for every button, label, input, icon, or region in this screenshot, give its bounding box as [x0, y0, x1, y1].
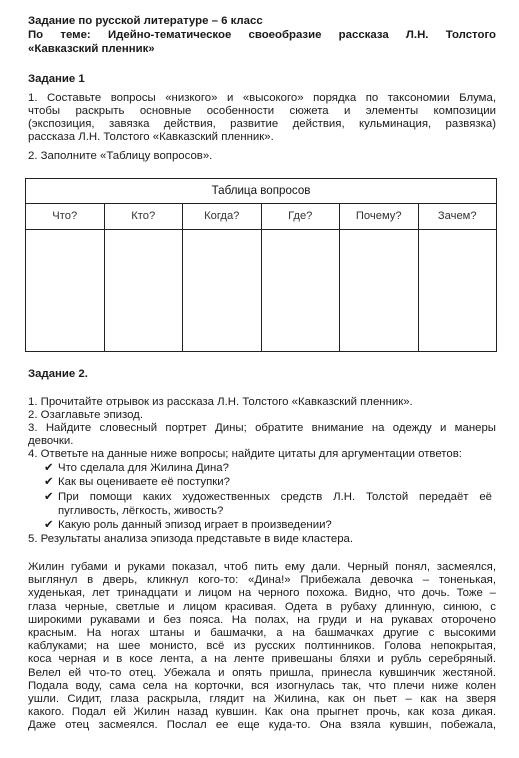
column-header: Зачем?: [418, 204, 497, 230]
answer-cell[interactable]: [26, 230, 105, 352]
task2-heading: Задание 2.: [28, 368, 88, 380]
task1-line-4: рассказа Л.Н. Толстого «Кавказский пленник».: [28, 131, 274, 143]
column-header: Где?: [261, 204, 340, 230]
excerpt-line: глаза черные, светлые и лицом красивая. Одета в рубаху длинную, синюю, с: [28, 600, 496, 613]
task1-line-2: чтобы раскрыть основные особенности сюжета и элементы композиции: [28, 105, 496, 117]
excerpt-line: Велел ей что-то отец. Убежала и опять пришла, принесла кувшинчик жестяной.: [28, 666, 496, 679]
task2-item-3-cont: девочки.: [28, 435, 74, 447]
column-header: Что?: [26, 204, 105, 230]
column-header: Когда?: [183, 204, 262, 230]
task1-heading: Задание 1: [28, 73, 85, 85]
questions-table: [25, 178, 497, 352]
checkmark-icon: ✔: [44, 519, 54, 531]
task2-item-1: 1. Прочитайте отрывок из рассказа Л.Н. Толстого «Кавказский пленник».: [28, 396, 413, 408]
excerpt-line: Подала воду, сама села на корточки, вся изогнулась так, что плечи ниже колен: [28, 679, 496, 692]
question-item: [44, 491, 496, 504]
answer-cell[interactable]: [183, 230, 262, 352]
question-item: [44, 462, 229, 475]
excerpt-line: выглянул в дверь, кликнул кого-то: «Дина!» Прибежала девочка – тоненькая,: [28, 574, 496, 587]
excerpt: [28, 561, 496, 733]
checkmark-icon: ✔: [44, 462, 54, 474]
excerpt-line: красным. На ногах штаны и башмачки, а на башмачках другие с высокими: [28, 627, 496, 640]
topic-line-1: По теме: Идейно-тематическое своеобразие рассказа Л.Н. Толстого: [28, 29, 496, 41]
answer-cell[interactable]: [418, 230, 497, 352]
question-text-cont: пугливость, лёгкость, живость?: [58, 505, 224, 517]
task2-item-3: 3. Найдите словесный портрет Дины; обратите внимание на одежду и манеры: [28, 422, 496, 434]
excerpt-line: Жилин губами и руками показал, чтоб пить ему дали. Черный понял, засмеялся,: [28, 561, 496, 573]
task2-item-4: 4. Ответьте на данные ниже вопросы; найдите цитаты для аргументации ответов:: [28, 448, 462, 460]
answer-cell[interactable]: [261, 230, 340, 352]
question-text: Что сделала для Жилина Дина?: [58, 462, 229, 474]
task1-line-3: (экспозиция, завязка действия, развитие действия, кульминация, развязка): [28, 118, 496, 130]
question-text: Какую роль данный эпизод играет в произведении?: [58, 519, 332, 531]
checkmark-icon: ✔: [44, 476, 54, 488]
column-header: Почему?: [340, 204, 419, 230]
task1-line-1: 1. Составьте вопросы «низкого» и «высокого» порядка по таксономии Блума,: [28, 92, 496, 104]
answer-cell[interactable]: [340, 230, 419, 352]
task2-item-5: 5. Результаты анализа эпизода представьте в виде кластера.: [28, 533, 354, 545]
excerpt-line: какого. Подал ей Жилин назад кувшин. Как она прыгнет прочь, как коза дикая.: [28, 706, 496, 719]
question-item: [44, 519, 332, 532]
excerpt-line: ушли. Сидит, глаза раскрыла, глядит на Жилина, как он пьет – как на зверя: [28, 693, 496, 706]
excerpt-line: каблуками; на шее монисто, всё из русских полтинников. Голова непокрытая,: [28, 640, 496, 653]
document-title: Задание по русской литературе – 6 класс: [28, 15, 263, 27]
question-item: [44, 476, 230, 489]
column-header: Кто?: [104, 204, 183, 230]
table-title: Таблица вопросов: [26, 179, 497, 204]
checkmark-icon: ✔: [44, 491, 54, 503]
task1-item-2: 2. Заполните «Таблицу вопросов».: [28, 150, 213, 162]
question-text: Как вы оцениваете её поступки?: [58, 476, 230, 488]
excerpt-line: широкими рукавами и без пояса. На полах, на груди и на рукавах оторочено: [28, 613, 496, 626]
answer-cell[interactable]: [104, 230, 183, 352]
task2-item-2: 2. Озаглавьте эпизод.: [28, 409, 143, 421]
excerpt-line: худенькая, лет тринадцати и лицом на черного похожа. Видно, что дочь. Тоже –: [28, 587, 496, 600]
question-text: При помощи каких художественных средств Л.Н. Толстой передаёт её: [58, 491, 492, 503]
excerpt-line: коса черная и в косе лента, а на ленте привешаны бляхи и рубль серебряный.: [28, 653, 496, 666]
topic-line-2: «Кавказский пленник»: [28, 43, 155, 55]
excerpt-line: Даже отец засмеялся. Послал ее еще куда-то. Она взяла кувшин, побежала,: [28, 719, 496, 732]
